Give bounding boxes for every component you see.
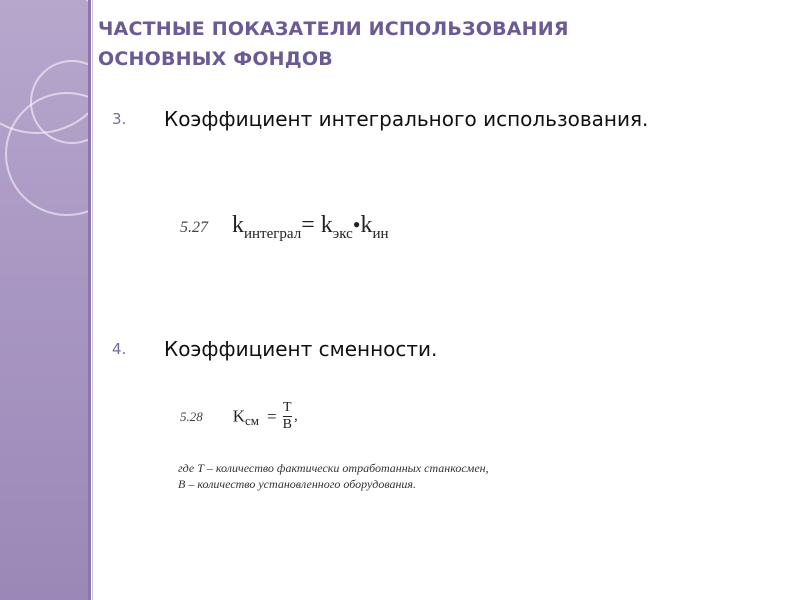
- formula-equals: =: [301, 212, 315, 238]
- formula-subscript: экс: [332, 226, 353, 242]
- formula-symbol: k: [320, 212, 333, 238]
- formula-symbol: K: [232, 406, 246, 426]
- formula-equals: =: [267, 406, 277, 426]
- list-text: Коэффициент сменности.: [164, 337, 438, 361]
- formula-label: 5.27: [180, 219, 208, 236]
- formula-5-28: [180, 400, 298, 433]
- formula-subscript: интеграл: [244, 226, 302, 242]
- sidebar-border-highlight: [92, 0, 93, 600]
- list-number: 4.: [112, 340, 127, 358]
- title-line-1: ЧАСТНЫЕ ПОКАЗАТЕЛИ ИСПОЛЬЗОВАНИЯ: [98, 18, 569, 40]
- formula-trailing-comma: ,: [293, 408, 298, 424]
- note-line-1: где Т – количество фактически отработанных станкосмен,: [178, 461, 489, 475]
- decorative-sidebar: [0, 0, 88, 600]
- formula-multiply-dot: •: [352, 212, 361, 237]
- formula-label: 5.28: [180, 408, 203, 424]
- sidebar-border: [88, 0, 91, 600]
- fraction-denominator: В: [282, 417, 292, 432]
- fraction-numerator: Т: [283, 400, 292, 415]
- note-line-2: В – количество установленного оборудования.: [178, 477, 417, 491]
- formula-subscript: см: [245, 412, 260, 428]
- formula-symbol: k: [232, 212, 244, 238]
- formula-subscript: ин: [372, 226, 389, 242]
- formula-note: [178, 460, 489, 492]
- page-title: [98, 14, 788, 74]
- formula-5-27: [180, 212, 389, 242]
- list-text: Коэффициент интегрального использования.: [164, 107, 649, 131]
- formula-fraction: [283, 400, 292, 433]
- formula-symbol: k: [360, 212, 373, 238]
- list-number: 3.: [112, 110, 127, 128]
- title-line-2: ОСНОВНЫХ ФОНДОВ: [98, 48, 333, 70]
